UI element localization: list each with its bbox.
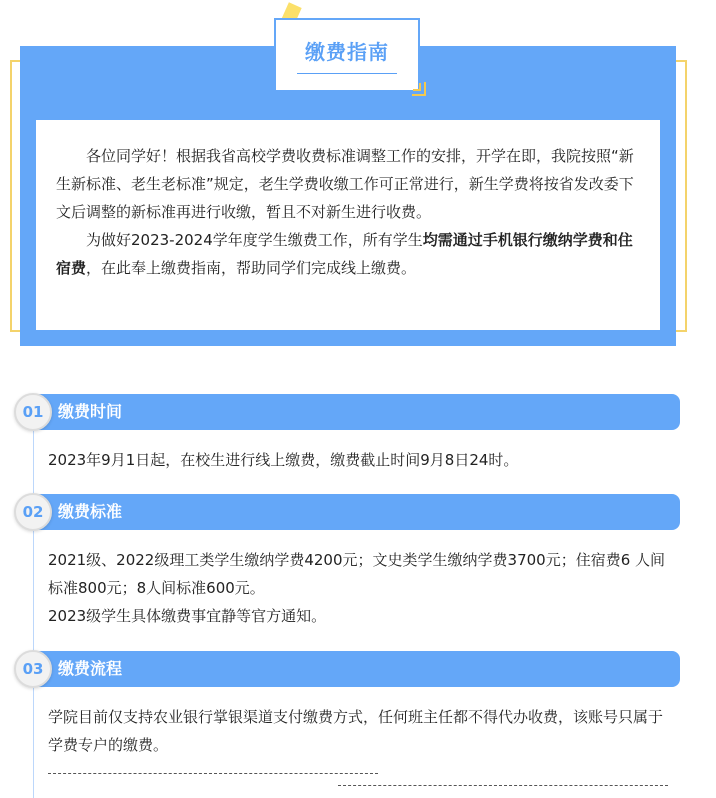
section-body-time (48, 446, 673, 474)
corner-bracket-icon (412, 82, 426, 96)
section-number-badge (14, 493, 52, 531)
section-header-time (34, 394, 680, 430)
intro-paragraph-1: 各位同学好！根据我省高校学费收费标准调整工作的安排，开学在即，我院按照“新生新标准、老生老标准”规定，老生学费收缴工作可正常进行，新生学费将按省发改委下文后调整的新标准再进行收缴，暂且不对新生进行收费。 (56, 147, 634, 221)
intro-p2-start: 为做好2023-2024学年度学生缴费工作，所有学生 (86, 231, 423, 249)
dashed-divider (338, 785, 668, 786)
intro-p2-emphasis: 均需通过手机银行缴纳学费和住宿费 (56, 231, 633, 277)
page-title: 缴费指南 (305, 40, 389, 64)
section-text: 2023年9月1日起，在校生进行线上缴费，缴费截止时间9月8日24时。 (48, 451, 519, 469)
section-body-process (48, 703, 673, 759)
intro-p2-end: ，在此奉上缴费指南，帮助同学们完成线上缴费。 (86, 259, 417, 277)
intro-paragraph-2 (56, 226, 640, 282)
section-title: 缴费流程 (58, 659, 123, 678)
dashed-divider (48, 773, 378, 774)
section-title: 缴费时间 (58, 402, 123, 421)
section-number: 03 (22, 660, 44, 678)
guide-title-tab (274, 18, 420, 92)
timeline-line (33, 410, 34, 798)
section-header-standard (34, 494, 680, 530)
title-underline (297, 73, 397, 74)
section-text: 2023级学生具体缴费事宜静等官方通知。 (48, 607, 327, 625)
intro-text-box (36, 120, 660, 330)
section-number: 02 (22, 503, 44, 521)
section-title: 缴费标准 (58, 502, 123, 521)
section-number: 01 (22, 403, 44, 421)
section-text: 2021级、2022级理工类学生缴纳学费4200元；文史类学生缴纳学费3700元；住宿费6 人间标准800元；8人间标准600元。 (48, 551, 666, 597)
section-body-standard (48, 546, 673, 630)
section-number-badge (14, 393, 52, 431)
section-text: 学院目前仅支持农业银行掌银渠道支付缴费方式，任何班主任都不得代办收费，该账号只属于学费专户的缴费。 (48, 708, 664, 754)
section-header-process (34, 651, 680, 687)
section-number-badge (14, 650, 52, 688)
